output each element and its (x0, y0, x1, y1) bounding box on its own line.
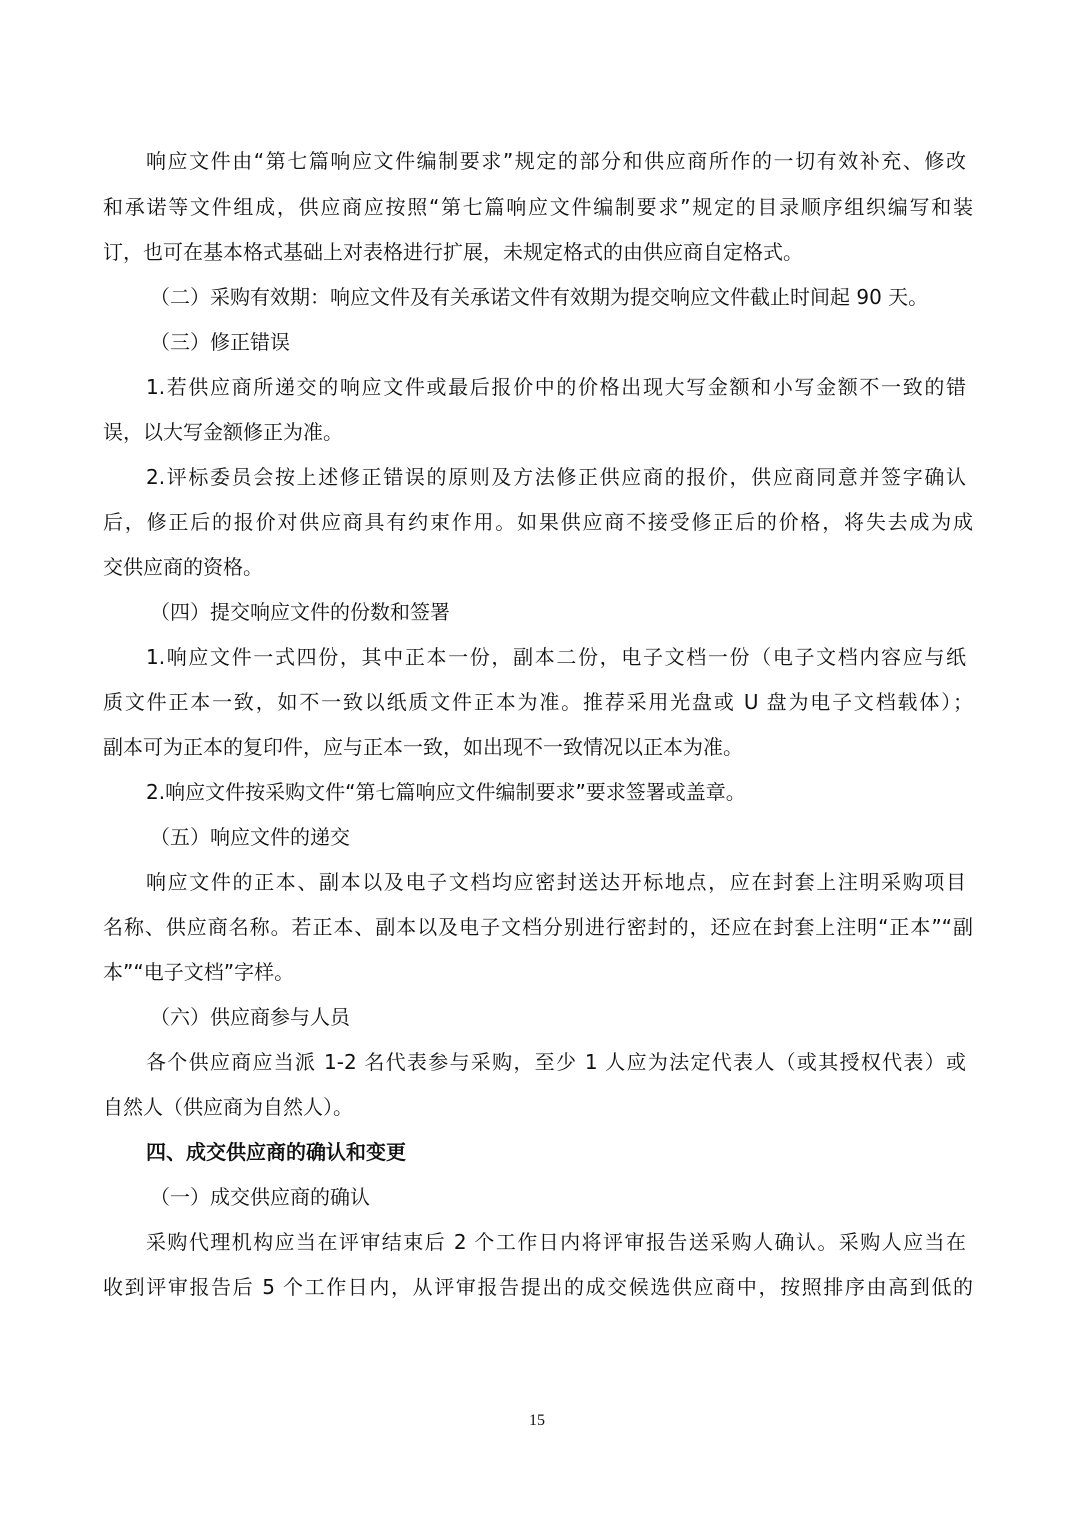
paragraph-line: 2.响应文件按采购文件“第七篇响应文件编制要求”要求签署或盖章。 (146, 780, 746, 804)
paragraph-line: 和承诺等文件组成，供应商应按照“第七篇响应文件编制要求”规定的目录顺序组织编写和装 (103, 195, 973, 219)
paragraph-line: 质文件正本一致，如不一致以纸质文件正本为准。推荐采用光盘或 U 盘为电子文档载体）； (103, 690, 973, 714)
paragraph-line: 自然人（供应商为自然人）。 (103, 1095, 353, 1119)
paragraph-line: 1.若供应商所递交的响应文件或最后报价中的价格出现大写金额和小写金额不一致的错 (146, 375, 966, 399)
paragraph-line: 采购代理机构应当在评审结束后 2 个工作日内将评审报告送采购人确认。采购人应当在 (146, 1230, 966, 1254)
paragraph-line: 2.评标委员会按上述修正错误的原则及方法修正供应商的报价，供应商同意并签字确认 (146, 465, 966, 489)
paragraph-line: 副本可为正本的复印件，应与正本一致，如出现不一致情况以正本为准。 (103, 735, 743, 759)
paragraph-line: 1.响应文件一式四份，其中正本一份，副本二份，电子文档一份（电子文档内容应与纸 (146, 645, 966, 669)
chapter-heading: 四、成交供应商的确认和变更 (146, 1140, 406, 1164)
page-number: 15 (529, 1412, 545, 1429)
section-heading: （三）修正错误 (150, 330, 290, 354)
paragraph-line: 各个供应商应当派 1-2 名代表参与采购，至少 1 人应为法定代表人（或其授权代表）或 (146, 1050, 966, 1074)
paragraph-line: 误，以大写金额修正为准。 (103, 420, 343, 444)
paragraph-line: 交供应商的资格。 (103, 555, 263, 579)
section-heading: （六）供应商参与人员 (150, 1005, 350, 1029)
paragraph-line: 名称、供应商名称。若正本、副本以及电子文档分别进行密封的，还应在封套上注明“正本”“副 (103, 915, 973, 939)
paragraph-line: 本”“电子文档”字样。 (103, 960, 295, 984)
section-heading: （五）响应文件的递交 (150, 825, 350, 849)
section-heading: （四）提交响应文件的份数和签署 (150, 600, 450, 624)
paragraph-line: 订，也可在基本格式基础上对表格进行扩展，未规定格式的由供应商自定格式。 (103, 240, 803, 264)
paragraph-line: 响应文件由“第七篇响应文件编制要求”规定的部分和供应商所作的一切有效补充、修改 (146, 149, 966, 173)
paragraph-line: 响应文件的正本、副本以及电子文档均应密封送达开标地点，应在封套上注明采购项目 (146, 870, 966, 894)
paragraph-line: 后，修正后的报价对供应商具有约束作用。如果供应商不接受修正后的价格，将失去成为成 (103, 510, 973, 534)
paragraph-line: （二）采购有效期：响应文件及有关承诺文件有效期为提交响应文件截止时间起 90 天。 (150, 285, 929, 309)
section-heading: （一）成交供应商的确认 (150, 1185, 370, 1209)
paragraph-line: 收到评审报告后 5 个工作日内，从评审报告提出的成交候选供应商中，按照排序由高到低的 (103, 1275, 973, 1299)
